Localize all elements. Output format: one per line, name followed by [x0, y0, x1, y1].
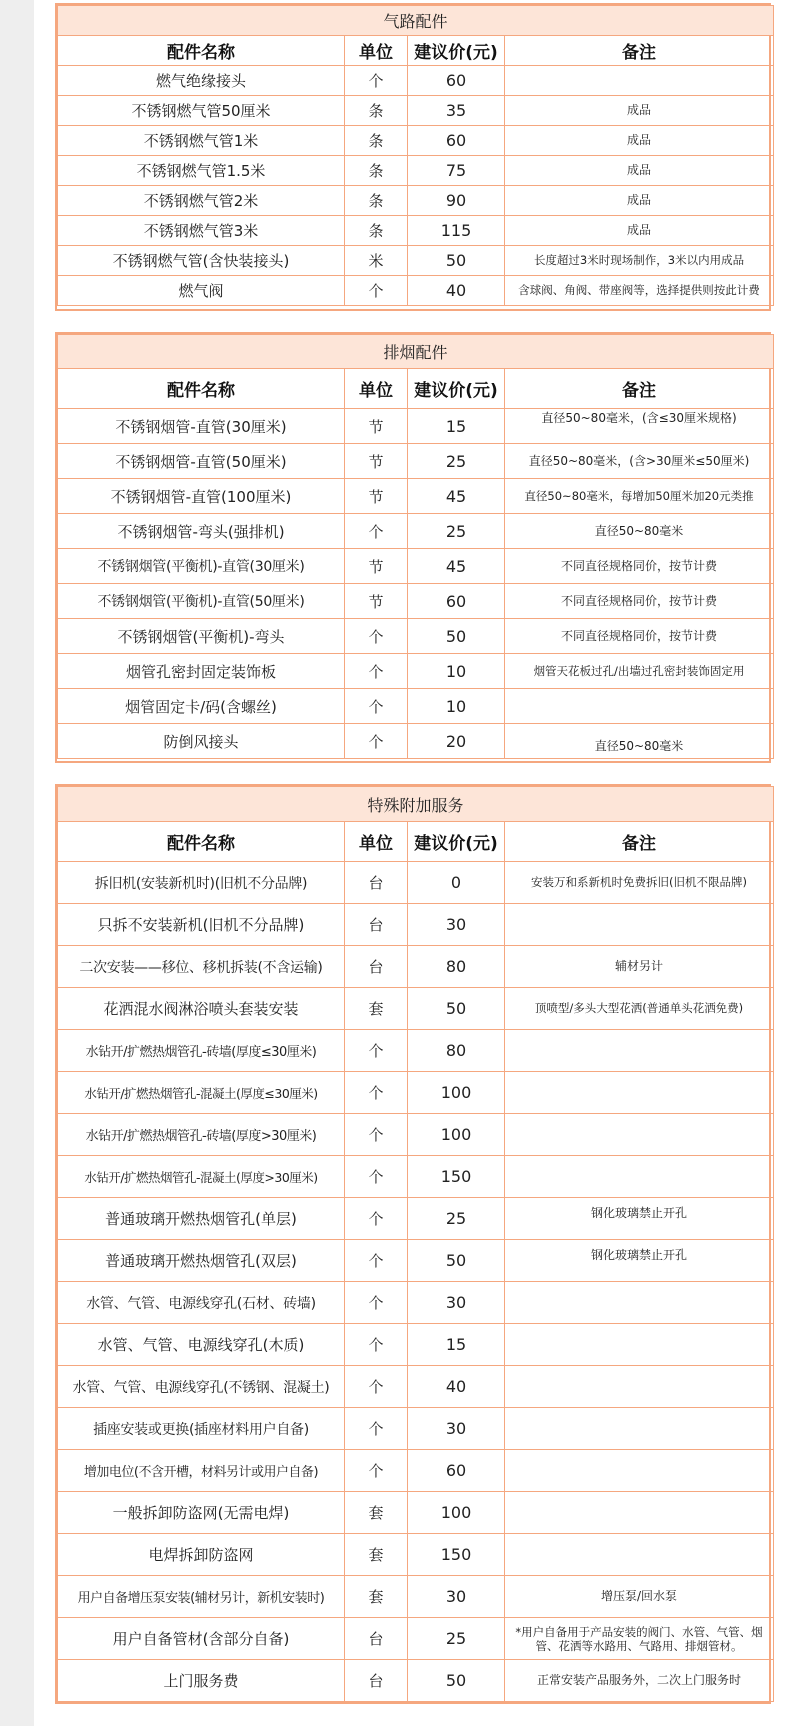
item-unit: 条: [345, 126, 408, 156]
table-row: [58, 946, 774, 988]
item-name: 不锈钢燃气管3米: [58, 216, 345, 246]
item-note: [505, 1408, 774, 1450]
item-note: 钢化玻璃禁止开孔: [505, 1240, 774, 1282]
item-unit: 个: [345, 619, 408, 654]
column-header-unit: 单位: [345, 822, 408, 862]
table-row: [58, 862, 774, 904]
item-unit: 节: [345, 584, 408, 619]
item-unit: 个: [345, 689, 408, 724]
table-row: [58, 276, 774, 306]
table-row: [58, 619, 774, 654]
table-row: [58, 1072, 774, 1114]
item-name: 燃气绝缘接头: [58, 66, 345, 96]
item-price: 150: [408, 1534, 505, 1576]
item-note: 直径50~80毫米，(含≤30厘米规格): [505, 409, 774, 444]
item-name: 水钻开/扩燃热烟管孔-混凝土(厚度≤30厘米): [58, 1072, 345, 1114]
table-row: [58, 216, 774, 246]
column-header-unit: 单位: [345, 369, 408, 409]
item-name: 花洒混水阀淋浴喷头套装安装: [58, 988, 345, 1030]
item-name: 二次安装——移位、移机拆装(不含运输): [58, 946, 345, 988]
item-price: 100: [408, 1492, 505, 1534]
table-row: [58, 514, 774, 549]
item-note: [505, 1324, 774, 1366]
item-unit: 个: [345, 1408, 408, 1450]
item-unit: 节: [345, 409, 408, 444]
item-name: 水钻开/扩燃热烟管孔-混凝土(厚度>30厘米): [58, 1156, 345, 1198]
item-name: 只拆不安装新机(旧机不分品牌): [58, 904, 345, 946]
item-price: 80: [408, 1030, 505, 1072]
column-header-name: 配件名称: [58, 36, 345, 66]
special-services-section: [55, 784, 771, 1704]
column-header-note: 备注: [505, 822, 774, 862]
item-note: 不同直径规格同价，按节计费: [505, 584, 774, 619]
item-name: 用户自备增压泵安装(辅材另计，新机安装时): [58, 1576, 345, 1618]
item-note: *用户自备用于产品安装的阀门、水管、气管、烟管、花洒等水路用、气路用、排烟管材。: [505, 1618, 774, 1660]
item-price: 60: [408, 584, 505, 619]
item-unit: 个: [345, 1030, 408, 1072]
item-name: 防倒风接头: [58, 724, 345, 759]
item-name: 不锈钢烟管(平衡机)-直管(30厘米): [58, 549, 345, 584]
table-row: [58, 1324, 774, 1366]
item-name: 不锈钢烟管-直管(50厘米): [58, 444, 345, 479]
table-row: [58, 126, 774, 156]
item-price: 10: [408, 654, 505, 689]
section-title: 气路配件: [58, 6, 774, 36]
item-price: 30: [408, 1408, 505, 1450]
item-name: 不锈钢烟管-直管(30厘米): [58, 409, 345, 444]
item-unit: 个: [345, 1198, 408, 1240]
item-unit: 个: [345, 1156, 408, 1198]
table-row: [58, 1618, 774, 1660]
item-price: 35: [408, 96, 505, 126]
item-unit: 套: [345, 1492, 408, 1534]
item-note: [505, 1534, 774, 1576]
item-name: 拆旧机(安装新机时)(旧机不分品牌): [58, 862, 345, 904]
item-unit: 个: [345, 276, 408, 306]
item-price: 25: [408, 1198, 505, 1240]
item-price: 25: [408, 1618, 505, 1660]
table-row: [58, 1576, 774, 1618]
column-header-note: 备注: [505, 36, 774, 66]
item-price: 30: [408, 904, 505, 946]
item-name: 水钻开/扩燃热烟管孔-砖墙(厚度≤30厘米): [58, 1030, 345, 1072]
item-note: 直径50~80毫米: [505, 724, 774, 759]
table-row: [58, 246, 774, 276]
item-note: [505, 1072, 774, 1114]
table-row: [58, 1282, 774, 1324]
column-header-unit: 单位: [345, 36, 408, 66]
item-unit: 台: [345, 946, 408, 988]
table-row: [58, 1198, 774, 1240]
item-name: 不锈钢烟管(平衡机)-直管(50厘米): [58, 584, 345, 619]
item-price: 15: [408, 1324, 505, 1366]
item-note: 增压泵/回水泵: [505, 1576, 774, 1618]
item-unit: 套: [345, 1576, 408, 1618]
item-unit: 个: [345, 514, 408, 549]
column-header-price: 建议价(元): [408, 36, 505, 66]
item-price: 30: [408, 1282, 505, 1324]
item-price: 25: [408, 514, 505, 549]
item-name: 燃气阀: [58, 276, 345, 306]
item-unit: 条: [345, 216, 408, 246]
item-price: 60: [408, 1450, 505, 1492]
table-row: [58, 1534, 774, 1576]
item-name: 上门服务费: [58, 1660, 345, 1702]
item-price: 100: [408, 1114, 505, 1156]
item-unit: 节: [345, 479, 408, 514]
table-row: [58, 1030, 774, 1072]
table-row: [58, 1366, 774, 1408]
item-note: 成品: [505, 156, 774, 186]
item-price: 50: [408, 988, 505, 1030]
table-row: [58, 1660, 774, 1702]
item-note: 钢化玻璃禁止开孔: [505, 1198, 774, 1240]
item-price: 30: [408, 1576, 505, 1618]
item-unit: 个: [345, 1324, 408, 1366]
item-note: 正常安装产品服务外，二次上门服务时: [505, 1660, 774, 1702]
item-unit: 个: [345, 1240, 408, 1282]
table-row: [58, 479, 774, 514]
item-unit: 个: [345, 1114, 408, 1156]
item-price: 20: [408, 724, 505, 759]
item-unit: 节: [345, 549, 408, 584]
item-price: 50: [408, 1660, 505, 1702]
item-price: 50: [408, 619, 505, 654]
table-row: [58, 1408, 774, 1450]
item-note: [505, 66, 774, 96]
item-name: 不锈钢燃气管1米: [58, 126, 345, 156]
table-row: [58, 156, 774, 186]
item-price: 45: [408, 479, 505, 514]
item-name: 水钻开/扩燃热烟管孔-砖墙(厚度>30厘米): [58, 1114, 345, 1156]
item-unit: 个: [345, 1366, 408, 1408]
item-note: [505, 1282, 774, 1324]
item-note: 长度超过3米时现场制作，3米以内用成品: [505, 246, 774, 276]
item-unit: 个: [345, 66, 408, 96]
item-note: 辅材另计: [505, 946, 774, 988]
table-row: [58, 1114, 774, 1156]
item-note: [505, 1030, 774, 1072]
item-price: 50: [408, 246, 505, 276]
item-name: 增加电位(不含开槽，材料另计或用户自备): [58, 1450, 345, 1492]
item-note: 顶喷型/多头大型花洒(普通单头花洒免费): [505, 988, 774, 1030]
item-name: 烟管孔密封固定装饰板: [58, 654, 345, 689]
item-note: 直径50~80毫米，每增加50厘米加20元类推: [505, 479, 774, 514]
table-row: [58, 988, 774, 1030]
item-name: 普通玻璃开燃热烟管孔(单层): [58, 1198, 345, 1240]
item-price: 40: [408, 276, 505, 306]
item-note: 不同直径规格同价，按节计费: [505, 549, 774, 584]
table-row: [58, 584, 774, 619]
special-services-table: [57, 786, 774, 1702]
item-unit: 米: [345, 246, 408, 276]
item-note: 成品: [505, 216, 774, 246]
table-row: [58, 66, 774, 96]
item-name: 普通玻璃开燃热烟管孔(双层): [58, 1240, 345, 1282]
item-price: 100: [408, 1072, 505, 1114]
item-name: 烟管固定卡/码(含螺丝): [58, 689, 345, 724]
item-name: 水管、气管、电源线穿孔(木质): [58, 1324, 345, 1366]
item-name: 不锈钢烟管(平衡机)-弯头: [58, 619, 345, 654]
item-note: [505, 689, 774, 724]
item-price: 10: [408, 689, 505, 724]
item-name: 水管、气管、电源线穿孔(石材、砖墙): [58, 1282, 345, 1324]
item-price: 40: [408, 1366, 505, 1408]
item-price: 80: [408, 946, 505, 988]
item-unit: 套: [345, 1534, 408, 1576]
flue-parts-table: [57, 334, 774, 759]
gas-parts-table: [57, 5, 774, 306]
table-row: [58, 1156, 774, 1198]
column-header-note: 备注: [505, 369, 774, 409]
item-price: 115: [408, 216, 505, 246]
item-note: 成品: [505, 96, 774, 126]
item-note: 不同直径规格同价，按节计费: [505, 619, 774, 654]
item-note: 直径50~80毫米: [505, 514, 774, 549]
item-name: 不锈钢燃气管2米: [58, 186, 345, 216]
column-header-price: 建议价(元): [408, 822, 505, 862]
item-unit: 节: [345, 444, 408, 479]
item-note: [505, 904, 774, 946]
table-row: [58, 96, 774, 126]
table-row: [58, 1492, 774, 1534]
item-note: [505, 1492, 774, 1534]
item-note: 直径50~80毫米，(含>30厘米≤50厘米): [505, 444, 774, 479]
page-left-margin: [0, 0, 34, 1726]
item-name: 不锈钢烟管-弯头(强排机): [58, 514, 345, 549]
section-title: 排烟配件: [58, 335, 774, 369]
table-row: [58, 904, 774, 946]
item-note: 成品: [505, 186, 774, 216]
item-name: 不锈钢燃气管1.5米: [58, 156, 345, 186]
table-row: [58, 724, 774, 759]
item-unit: 个: [345, 1072, 408, 1114]
item-price: 15: [408, 409, 505, 444]
table-row: [58, 444, 774, 479]
item-name: 水管、气管、电源线穿孔(不锈钢、混凝土): [58, 1366, 345, 1408]
item-price: 150: [408, 1156, 505, 1198]
item-unit: 个: [345, 1282, 408, 1324]
column-header-name: 配件名称: [58, 822, 345, 862]
item-unit: 台: [345, 1660, 408, 1702]
item-price: 45: [408, 549, 505, 584]
item-note: 安装万和系新机时免费拆旧(旧机不限品牌): [505, 862, 774, 904]
item-name: 插座安装或更换(插座材料用户自备): [58, 1408, 345, 1450]
item-unit: 套: [345, 988, 408, 1030]
table-row: [58, 1450, 774, 1492]
item-note: [505, 1366, 774, 1408]
item-price: 60: [408, 66, 505, 96]
item-unit: 台: [345, 1618, 408, 1660]
item-price: 50: [408, 1240, 505, 1282]
item-note: 成品: [505, 126, 774, 156]
item-name: 不锈钢燃气管50厘米: [58, 96, 345, 126]
column-header-name: 配件名称: [58, 369, 345, 409]
item-price: 90: [408, 186, 505, 216]
table-row: [58, 186, 774, 216]
item-unit: 台: [345, 862, 408, 904]
table-row: [58, 409, 774, 444]
item-name: 不锈钢烟管-直管(100厘米): [58, 479, 345, 514]
item-name: 电焊拆卸防盗网: [58, 1534, 345, 1576]
item-note: [505, 1450, 774, 1492]
section-title: 特殊附加服务: [58, 787, 774, 822]
item-unit: 条: [345, 186, 408, 216]
item-note: 烟管天花板过孔/出墙过孔密封装饰固定用: [505, 654, 774, 689]
item-price: 0: [408, 862, 505, 904]
item-unit: 条: [345, 96, 408, 126]
item-note: [505, 1156, 774, 1198]
item-name: 用户自备管材(含部分自备): [58, 1618, 345, 1660]
item-unit: 台: [345, 904, 408, 946]
item-price: 60: [408, 126, 505, 156]
item-name: 一般拆卸防盗网(无需电焊): [58, 1492, 345, 1534]
table-row: [58, 1240, 774, 1282]
item-unit: 个: [345, 654, 408, 689]
item-unit: 个: [345, 724, 408, 759]
table-row: [58, 689, 774, 724]
item-name: 不锈钢燃气管(含快装接头): [58, 246, 345, 276]
item-price: 25: [408, 444, 505, 479]
item-note: [505, 1114, 774, 1156]
item-unit: 个: [345, 1450, 408, 1492]
flue-parts-section: [55, 332, 771, 763]
item-price: 75: [408, 156, 505, 186]
item-unit: 条: [345, 156, 408, 186]
column-header-price: 建议价(元): [408, 369, 505, 409]
item-note: 含球阀、角阀、带座阀等，选择提供则按此计费: [505, 276, 774, 306]
gas-parts-section: [55, 3, 771, 311]
table-row: [58, 654, 774, 689]
table-row: [58, 549, 774, 584]
